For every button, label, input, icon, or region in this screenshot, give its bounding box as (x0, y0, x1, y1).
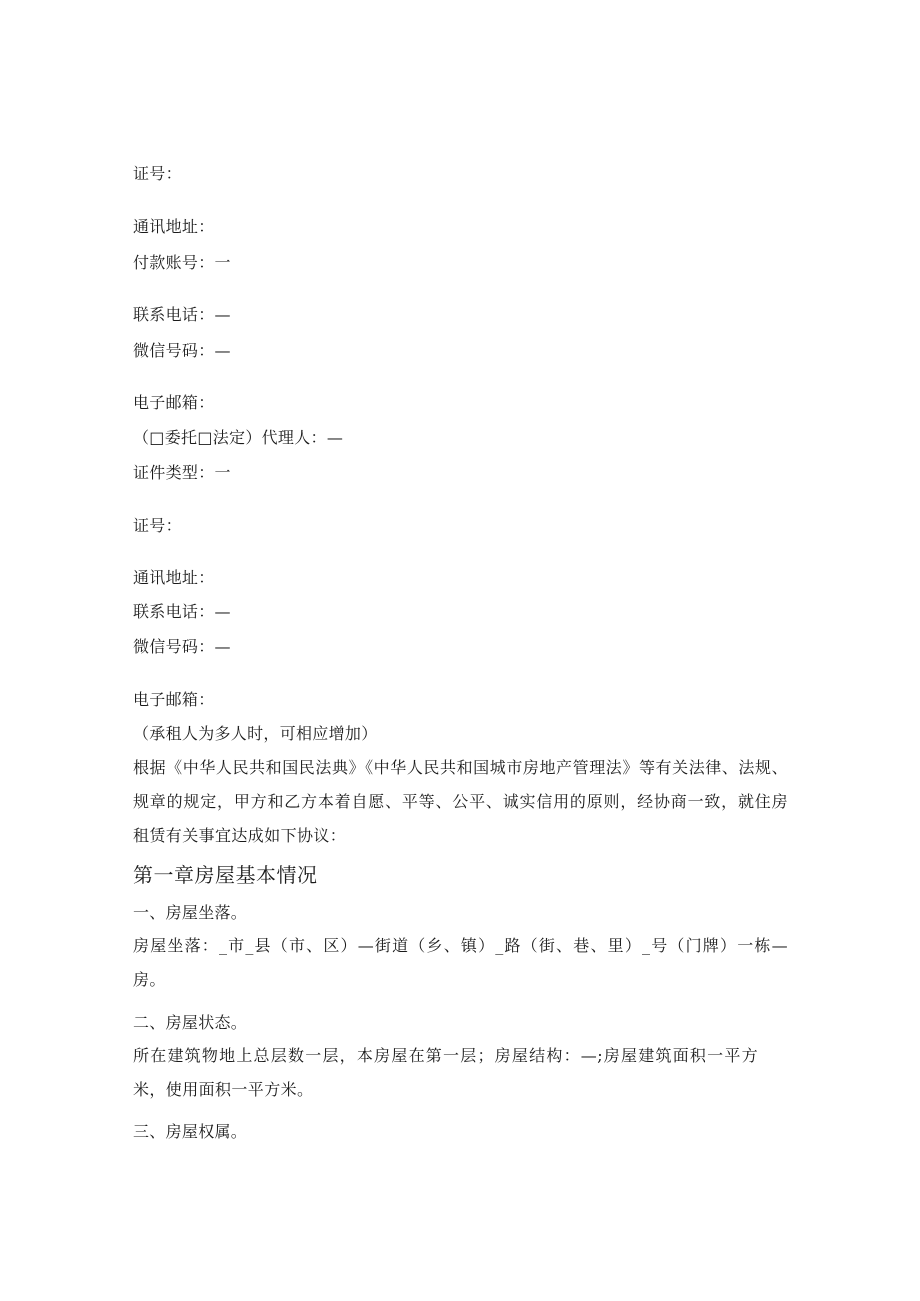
preamble-paragraph: 根据《中华人民共和国民法典》《中华人民共和国城市房地产管理法》等有关法律、法规、规章的规定，甲方和乙方本着自愿、平等、公平、诚实信用的原则，经协商一致，就住房租赁有关事宜达成如下协议： (133, 758, 788, 845)
agent-line: （□委托□法定）代理人：— (133, 428, 344, 447)
chapter-title: 第一章房屋基本情况 (133, 863, 318, 887)
lessor-address: 通讯地址： (133, 217, 215, 236)
status-paragraph: 所在建筑物地上总层数一层，本房屋在第一层；房屋结构：—;房屋建筑面积一平方米，使用面积一平方米。 (133, 1046, 758, 1099)
agent-email: 电子邮箱： (133, 690, 215, 709)
agent-phone: 联系电话：— (133, 602, 231, 621)
agent-wechat: 微信号码：— (133, 637, 231, 656)
lessor-wechat: 微信号码：— (133, 341, 231, 360)
lessor-id-number: 证号： (133, 164, 182, 183)
section-title-status: 二、房屋状态。 (133, 1013, 248, 1032)
agent-id-number: 证号： (133, 516, 182, 535)
lessor-phone: 联系电话：— (133, 305, 231, 324)
location-paragraph: 房屋坐落：_市_县（市、区）—街道（乡、镇）_路（街、巷、里）_号（门牌）一栋—房。 (133, 936, 788, 989)
section-title-location: 一、房屋坐落。 (133, 903, 248, 922)
section-title-ownership: 三、房屋权属。 (133, 1122, 248, 1141)
agent-id-type: 证件类型：一 (133, 463, 231, 482)
agent-address: 通讯地址： (133, 568, 215, 587)
tenant-note: （承租人为多人时，可相应增加） (133, 724, 378, 743)
lessor-payment-account: 付款账号：一 (133, 253, 231, 272)
lessor-email: 电子邮箱： (133, 393, 215, 412)
